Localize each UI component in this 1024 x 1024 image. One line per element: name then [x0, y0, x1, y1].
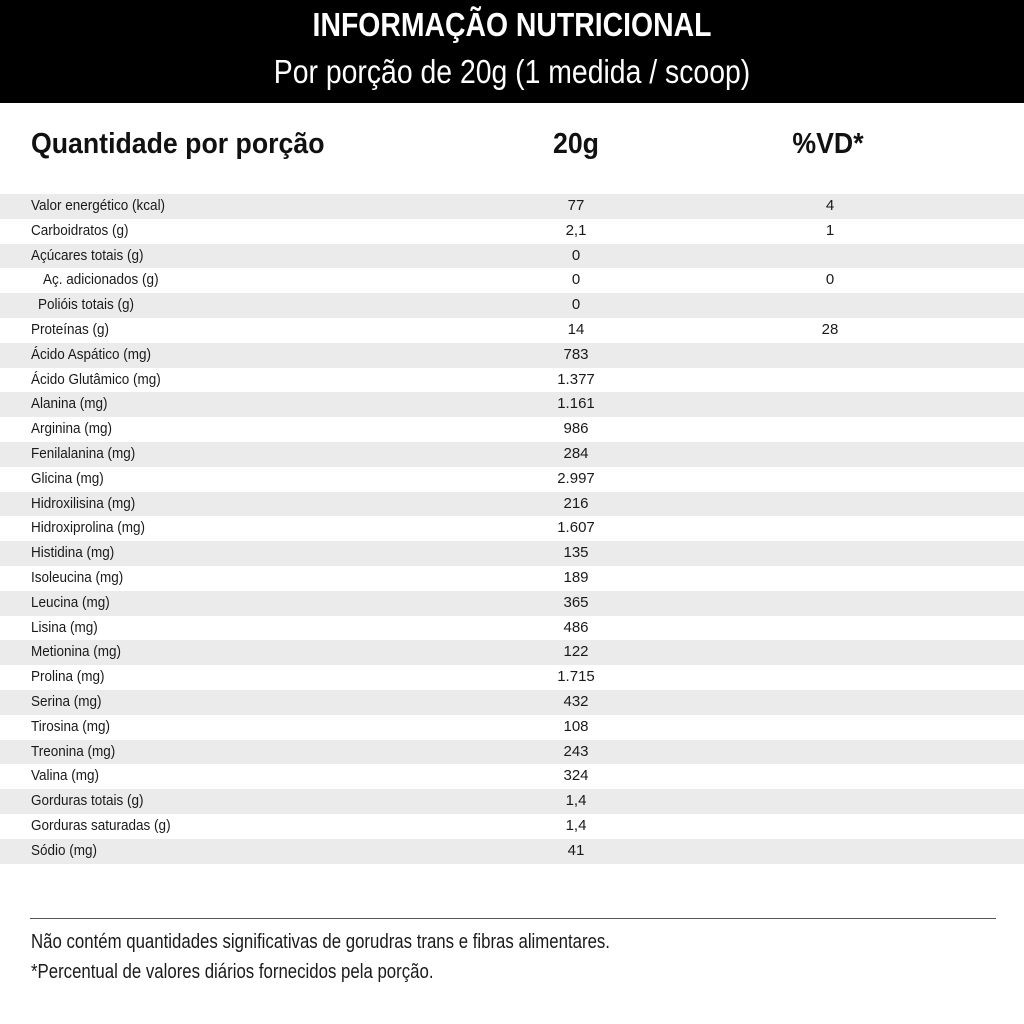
- table-row: [0, 591, 1024, 616]
- nutrient-amount: 108: [563, 717, 589, 735]
- nutrient-daily-value: 0: [825, 271, 835, 289]
- nutrient-label: Lisina (mg): [31, 618, 98, 636]
- nutrient-amount: 41: [567, 841, 585, 859]
- serving-size-subtitle: Por porção de 20g (1 medida / scoop): [273, 53, 751, 90]
- nutrient-label: Glicina (mg): [31, 469, 104, 487]
- nutrient-label: Hidroxiprolina (mg): [31, 519, 146, 537]
- table-row: [0, 268, 1024, 293]
- nutrient-label: Açúcares totais (g): [31, 246, 144, 264]
- nutrient-label: Sódio (mg): [31, 841, 98, 859]
- nutrient-label: Leucina (mg): [31, 593, 110, 611]
- nutrient-label: Proteínas (g): [31, 320, 110, 338]
- nutrient-label: Serina (mg): [31, 692, 102, 710]
- table-row: [0, 244, 1024, 269]
- nutrient-amount: 365: [563, 593, 589, 611]
- nutrient-label: Fenilalanina (mg): [31, 444, 136, 462]
- nutrient-label: Ácido Aspático (mg): [31, 345, 152, 363]
- nutrient-label: Isoleucina (mg): [31, 568, 124, 586]
- table-row: [0, 640, 1024, 665]
- nutrient-label: Carboidratos (g): [31, 221, 129, 239]
- nutrient-amount: 122: [563, 643, 589, 661]
- nutrient-amount: 1,4: [565, 816, 587, 834]
- table-row: [0, 690, 1024, 715]
- table-row: [0, 219, 1024, 244]
- table-row: [0, 541, 1024, 566]
- nutrient-amount: 2.997: [557, 469, 595, 487]
- nutrient-label: Polióis totais (g): [38, 296, 135, 314]
- nutrient-label: Valor energético (kcal): [31, 197, 166, 214]
- nutrient-amount: 216: [563, 494, 589, 512]
- table-row: [0, 740, 1024, 765]
- table-row: [0, 715, 1024, 740]
- nutrition-title: INFORMAÇÃO NUTRICIONAL: [312, 6, 712, 43]
- table-row: [0, 368, 1024, 393]
- table-row: [0, 392, 1024, 417]
- nutrient-label: Prolina (mg): [31, 668, 105, 686]
- nutrient-label: Gorduras saturadas (g): [31, 816, 171, 834]
- table-row: [0, 516, 1024, 541]
- nutrient-amount: 189: [563, 568, 589, 586]
- nutrient-amount: 986: [563, 420, 589, 438]
- table-row: [0, 616, 1024, 641]
- nutrient-amount: 1.715: [557, 668, 595, 686]
- nutrient-amount: 243: [563, 742, 589, 760]
- nutrient-amount: 14: [567, 320, 585, 338]
- table-row: [0, 839, 1024, 864]
- table-row: [0, 492, 1024, 517]
- nutrient-amount: 432: [563, 692, 589, 710]
- footnote-trans-fat: Não contém quantidades significativas de gorudras trans e fibras alimentares.: [31, 931, 610, 953]
- table-row: [0, 566, 1024, 591]
- nutrition-table: [0, 194, 1024, 864]
- footnote-daily-value: *Percentual de valores diários fornecidos pela porção.: [31, 961, 434, 983]
- table-row: [0, 293, 1024, 318]
- nutrient-label: Treonina (mg): [31, 742, 116, 760]
- nutrient-amount: 486: [563, 618, 589, 636]
- nutrient-amount: 324: [563, 767, 589, 785]
- column-header-daily-value: %VD*: [792, 128, 864, 160]
- nutrient-label: Valina (mg): [31, 767, 100, 785]
- nutrient-amount: 2,1: [565, 221, 587, 239]
- nutrient-amount: 1.607: [557, 519, 595, 537]
- nutrient-label: Histidina (mg): [31, 544, 115, 562]
- nutrient-amount: 0: [571, 271, 581, 289]
- nutrient-amount: 77: [567, 197, 585, 214]
- nutrient-label: Alanina (mg): [31, 395, 108, 413]
- table-row: [0, 814, 1024, 839]
- nutrient-label: Metionina (mg): [31, 643, 122, 661]
- nutrient-amount: 0: [571, 296, 581, 314]
- nutrition-header: [0, 0, 1024, 103]
- nutrient-label: Ácido Glutâmico (mg): [31, 370, 161, 388]
- table-row: [0, 194, 1024, 219]
- footer-divider: [30, 918, 996, 919]
- table-row: [0, 789, 1024, 814]
- nutrient-amount: 1.161: [557, 395, 595, 413]
- nutrient-amount: 0: [571, 246, 581, 264]
- table-row: [0, 343, 1024, 368]
- table-row: [0, 665, 1024, 690]
- table-row: [0, 764, 1024, 789]
- nutrient-amount: 135: [563, 544, 589, 562]
- column-header-quantity: Quantidade por porção: [31, 128, 325, 160]
- nutrient-daily-value: 4: [825, 197, 835, 214]
- nutrient-amount: 1.377: [557, 370, 595, 388]
- nutrient-amount: 1,4: [565, 792, 587, 810]
- nutrient-daily-value: 1: [825, 221, 835, 239]
- column-header-amount: 20g: [553, 128, 599, 160]
- nutrient-label: Hidroxilisina (mg): [31, 494, 136, 512]
- nutrient-daily-value: 28: [821, 320, 839, 338]
- nutrient-amount: 783: [563, 345, 589, 363]
- table-row: [0, 318, 1024, 343]
- nutrient-label: Aç. adicionados (g): [43, 271, 159, 289]
- nutrient-label: Gorduras totais (g): [31, 792, 144, 810]
- table-row: [0, 417, 1024, 442]
- table-row: [0, 442, 1024, 467]
- nutrient-label: Arginina (mg): [31, 420, 113, 438]
- nutrient-label: Tirosina (mg): [31, 717, 111, 735]
- table-row: [0, 467, 1024, 492]
- nutrient-amount: 284: [563, 444, 589, 462]
